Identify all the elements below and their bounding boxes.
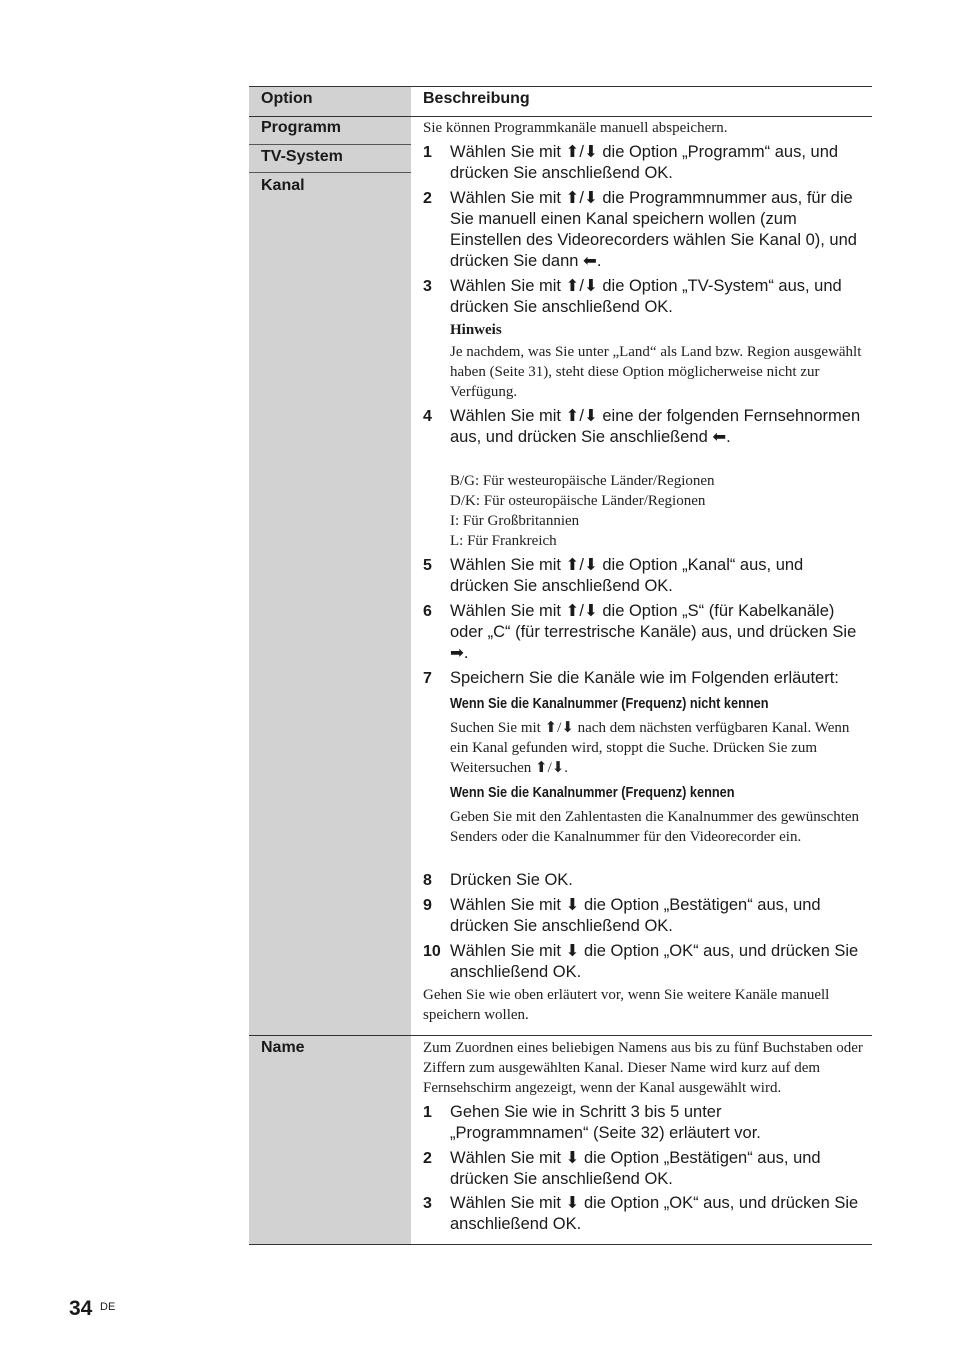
option-column-name bbox=[249, 1036, 411, 1244]
option-divider bbox=[249, 144, 411, 145]
name-step-2: 2 Wählen Sie mit ⬇ die Option „Bestätigen“ aus, und drücken Sie anschließend OK. bbox=[423, 1149, 821, 1188]
name-step-3: 3 Wählen Sie mit ⬇ die Option „OK“ aus, und drücken Sie anschließend OK. bbox=[423, 1194, 859, 1233]
sub2-text: Geben Sie mit den Zahlentasten die Kanalnummer des gewünschten Senders oder die Kanalnummer für den Videorecorder ein. bbox=[450, 809, 860, 845]
page-language: DE bbox=[100, 1301, 116, 1313]
kanal-step-8: 8 Drücken Sie OK. bbox=[423, 871, 573, 889]
option-column-kanal bbox=[249, 117, 411, 1035]
option-kanal: Kanal bbox=[261, 177, 305, 194]
hinweis-title: Hinweis bbox=[450, 322, 502, 338]
norm-item: I: Für Großbritannien bbox=[450, 513, 580, 529]
kanal-step-4: 4 Wählen Sie mit ⬆/⬇ eine der folgenden Fernsehnormen aus, und drücken Sie anschließend ⬅. bbox=[423, 407, 861, 446]
kanal-step-3: 3 Wählen Sie mit ⬆/⬇ die Option „TV-System“ aus, und drücken Sie anschließend OK. bbox=[423, 277, 842, 316]
kanal-outro: Gehen Sie wie oben erläutert vor, wenn Sie weitere Kanäle manuell speichern wollen. bbox=[423, 987, 830, 1023]
kanal-step-7: 7 Speichern Sie die Kanäle wie im Folgenden erläutert: bbox=[423, 669, 839, 687]
option-tv-system: TV-System bbox=[261, 148, 343, 165]
option-programm: Programm bbox=[261, 119, 342, 136]
kanal-step-6: 6 Wählen Sie mit ⬆/⬇ die Option „S“ (für Kabelkanäle) oder „C“ (für terrestrische Kanäle) aus, und drücken Sie ➡. bbox=[423, 602, 857, 662]
sub1-text: Suchen Sie mit ⬆/⬇ nach dem nächsten verfügbaren Kanal. Wenn ein Kanal gefunden wird, stoppt die Suche. Drücken Sie zum Weitersuchen ⬆/⬇. bbox=[450, 720, 850, 776]
option-divider bbox=[249, 172, 411, 173]
option-name: Name bbox=[261, 1039, 305, 1056]
table-bottom-border bbox=[249, 1244, 872, 1245]
header-description: Beschreibung bbox=[423, 90, 530, 107]
row-divider bbox=[249, 1035, 872, 1036]
norm-item: B/G: Für westeuropäische Länder/Regionen bbox=[450, 473, 715, 489]
kanal-step-10: 10 Wählen Sie mit ⬇ die Option „OK“ aus, und drücken Sie anschließend OK. bbox=[423, 942, 859, 981]
kanal-step-1: 1 Wählen Sie mit ⬆/⬇ die Option „Programm“ aus, und drücken Sie anschließend OK. bbox=[423, 143, 839, 182]
header-option: Option bbox=[261, 90, 313, 107]
norm-item: D/K: Für osteuropäische Länder/Regionen bbox=[450, 493, 706, 509]
norm-item: L: Für Frankreich bbox=[450, 533, 557, 549]
kanal-step-9: 9 Wählen Sie mit ⬇ die Option „Bestätigen“ aus, und drücken Sie anschließend OK. bbox=[423, 896, 821, 935]
norm-list bbox=[450, 471, 865, 551]
hinweis-text: Je nachdem, was Sie unter „Land“ als Land bzw. Region ausgewählt haben (Seite 31), steht diese Option möglicherweise nicht zur Verfügung. bbox=[450, 344, 862, 400]
kanal-step-5: 5 Wählen Sie mit ⬆/⬇ die Option „Kanal“ aus, und drücken Sie anschließend OK. bbox=[423, 556, 804, 595]
name-intro: Zum Zuordnen eines beliebigen Namens aus bis zu fünf Buchstaben oder Ziffern zum ausgewählten Kanal. Dieser Name wird kurz auf dem Fernsehschirm angezeigt, wenn der Kanal ausgewählt wird. bbox=[423, 1040, 863, 1096]
kanal-step-2: 2 Wählen Sie mit ⬆/⬇ die Programmnummer aus, für die Sie manuell einen Kanal speichern wollen (zum Einstellen des Videorecorders wählen Sie Kanal 0), und drücken Sie dann ⬅. bbox=[423, 189, 857, 270]
sub2-title: Wenn Sie die Kanalnummer (Frequenz) kennen bbox=[450, 784, 735, 801]
sub1-title: Wenn Sie die Kanalnummer (Frequenz) nicht kennen bbox=[450, 695, 769, 712]
page-number: 34 bbox=[69, 1297, 93, 1320]
table-header bbox=[249, 86, 872, 117]
name-step-1: 1 Gehen Sie wie in Schritt 3 bis 5 unter „Programmnamen“ (Seite 32) erläutert vor. bbox=[423, 1103, 761, 1142]
kanal-intro: Sie können Programmkanäle manuell abspeichern. bbox=[423, 120, 728, 136]
